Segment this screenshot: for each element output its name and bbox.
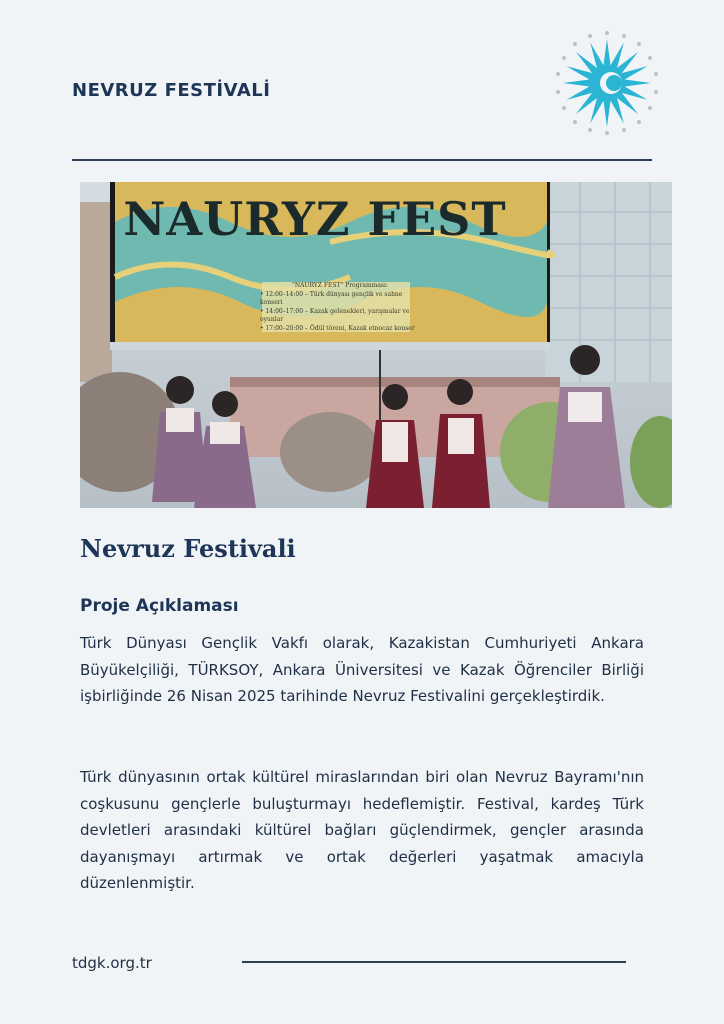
screen-line: "NAURYZ FEST" Programması:: [292, 282, 388, 289]
page-title: Nevruz Festivali: [80, 534, 296, 563]
festival-photo: [80, 182, 672, 508]
footer-website-link[interactable]: tdgk.org.tr: [72, 954, 152, 972]
crescent-star-emblem-icon: [552, 28, 662, 138]
screen-line: • 17:00–20:00 – Ödül töreni, Kazak etnocaz konser: [260, 324, 415, 332]
description-paragraph: Türk dünyasının ortak kültürel miraslarından biri olan Nevruz Bayramı'nın coşkusunu gençlerle buluşturmayı hedeflemiştir. Festival, kardeş Türk devletleri arasındaki kültürel bağları güçlendirmek, gençler arasında dayanışmayı artırmak ve ortak değerleri yaşatmak amacıyla düzenlenmiştir.: [80, 768, 644, 892]
footer-divider: [242, 961, 626, 963]
screen-line: • 14:00–17:00 – Kazak gelenekleri, yarışmalar ve oyunlar: [260, 307, 410, 323]
description-paragraph: Türk Dünyası Gençlik Vakfı olarak, Kazakistan Cumhuriyeti Ankara Büyükelçiliği, TÜRKSOY, Ankara Üniversitesi ve Kazak Öğrenciler Birliği işbirliğinde 26 Nisan 2025 tarihinde Nevruz Festivalini gerçekleştirdik.: [80, 634, 644, 705]
header-divider: [72, 159, 652, 161]
page-header-title: NEVRUZ FESTİVALİ: [72, 80, 271, 101]
screen-line: • 12:00–14:00 – Türk dünyası gençlik ve sahne konseri: [260, 290, 403, 306]
section-subtitle: Proje Açıklaması: [80, 596, 239, 616]
screen-banner-title: NAURYZ FEST: [123, 192, 507, 246]
